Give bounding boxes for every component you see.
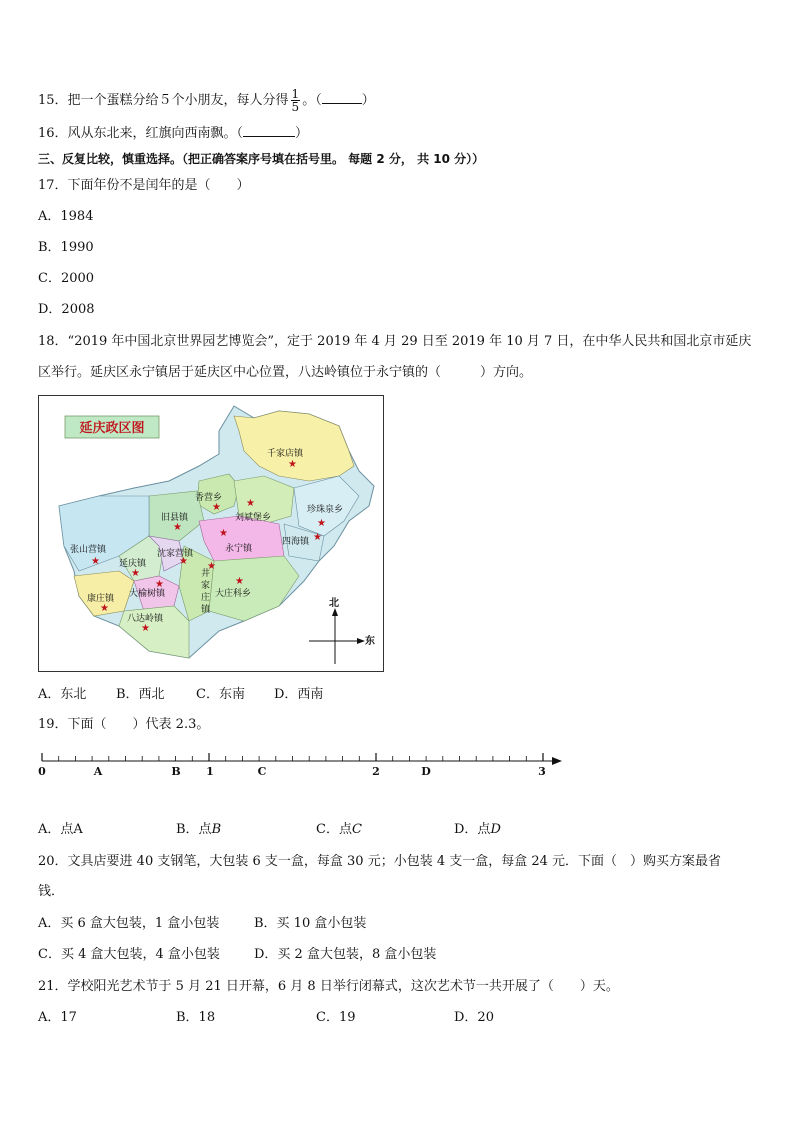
place-label-zhen: 镇 [201, 605, 211, 615]
place-label-jing: 井 [201, 569, 211, 579]
q20-options-row1 [38, 915, 366, 933]
q20-option-d[interactable]: D．买 2 盒大包装，8 盒小包装 [254, 947, 437, 962]
map-svg [39, 396, 383, 671]
q19-option-d-point: D [490, 822, 501, 837]
star-icon: ★ [91, 556, 100, 567]
q19-option-c-point: C [351, 822, 362, 837]
number-line-ticks [42, 753, 543, 761]
compass-east-label: 东 [365, 636, 375, 647]
star-icon: ★ [317, 518, 326, 529]
star-icon: ★ [141, 623, 150, 634]
star-icon: ★ [235, 576, 244, 587]
q16-text: 16．风从东北来，红旗向西南飘。（ [38, 126, 244, 141]
q20-stem-line2: 钱． [38, 884, 65, 899]
star-icon: ★ [131, 568, 140, 579]
q21-option-c[interactable]: C．19 [316, 1010, 356, 1025]
q21-option-d[interactable]: D．20 [454, 1010, 494, 1025]
q21-stem: 21．学校阳光艺术节于 5 月 21 日开幕，6 月 8 日举行闭幕式，这次艺术节一共开展了（ ）天。 [38, 979, 619, 994]
yanqing-district-map [38, 395, 384, 672]
q19-stem: 19．下面（ ）代表 2.3。 [38, 717, 210, 732]
star-icon: ★ [219, 528, 228, 539]
q19-option-b[interactable] [176, 821, 316, 839]
q19-options [38, 821, 501, 839]
numline-label-1: 1 [206, 765, 214, 778]
q18-stem-line1: 18．“2019 年中国北京世界园艺博览会”，定于 2019 年 4 月 29 日至 2019 年 10 月 7 日，在中华人民共和国北京市延庆 [38, 334, 752, 349]
q16-answer-blank[interactable] [243, 124, 295, 137]
q17-option-d[interactable]: D．2008 [38, 302, 95, 317]
star-icon: ★ [207, 561, 216, 572]
q18-option-d[interactable]: D．西南 [274, 687, 324, 702]
q19-option-b-prefix: B．点 [176, 822, 212, 837]
fraction-numerator: 1 [291, 87, 300, 101]
star-icon: ★ [100, 603, 109, 614]
compass-icon [309, 597, 375, 664]
numline-label-2: 2 [372, 765, 380, 778]
q18-option-b[interactable]: B．西北 [116, 687, 165, 702]
q15-text: 15．把一个蛋糕分给５个小朋友，每人分得 [38, 93, 289, 108]
q18-option-c[interactable]: C．东南 [196, 687, 245, 702]
q19-option-d[interactable] [454, 821, 501, 839]
q17-option-b[interactable]: B．1990 [38, 240, 94, 255]
number-line-svg [36, 744, 566, 778]
q19-option-c[interactable] [316, 821, 454, 839]
star-icon: ★ [179, 556, 188, 567]
place-label-jiuxian: 旧县镇 [161, 513, 189, 523]
q19-option-c-prefix: C．点 [316, 822, 352, 837]
star-icon: ★ [313, 532, 322, 543]
place-label-xiangying: 香营乡 [195, 493, 223, 503]
numline-label-3: 3 [538, 765, 546, 778]
q20-option-c[interactable]: C．买 4 盒大包装，4 盒小包装 [38, 947, 220, 962]
section-3-heading: 三、反复比较，慎重选择。（把正确答案序号填在括号里。 每题 2 分， 共 10 分）） [38, 152, 485, 166]
star-icon: ★ [173, 522, 182, 533]
q18-option-a[interactable]: A．东北 [38, 687, 87, 702]
place-label-jia: 家 [201, 581, 211, 591]
q21-option-a[interactable]: A．17 [38, 1010, 77, 1025]
fraction-one-fifth [291, 88, 301, 113]
q17-option-c[interactable]: C．2000 [38, 271, 95, 286]
q19-option-b-point: B [211, 822, 222, 837]
q20-stem-line1: 20．文具店要进 40 支钢笔，大包装 6 支一盒，每盒 30 元；小包装 4 支一盒，每盒 24 元．下面（ ）购买方案最省 [38, 854, 722, 869]
star-icon: ★ [155, 579, 164, 590]
q19-option-a-prefix: A．点 [38, 822, 74, 837]
q20-options-row2 [38, 946, 436, 964]
star-icon: ★ [288, 459, 297, 470]
place-label-yongning: 永宁镇 [225, 544, 253, 554]
q18-options [38, 686, 323, 704]
q15-text-after: 。（ [302, 93, 322, 108]
number-line [36, 744, 566, 782]
numline-label-a: A [93, 765, 103, 778]
fraction-denominator: 5 [291, 100, 300, 114]
place-label-dazhuangke: 大庄科乡 [215, 589, 252, 599]
star-icon: ★ [246, 498, 255, 509]
q21-options [38, 1009, 494, 1027]
q17-stem: 17．下面年份不是闰年的是（ ） [38, 178, 250, 193]
place-label-sihai: 四海镇 [282, 537, 310, 547]
question-16 [38, 124, 308, 143]
map-title: 延庆政区图 [79, 421, 145, 436]
place-label-dayushu: 大榆树镇 [129, 589, 166, 599]
place-label-liubinbao: 刘斌堡乡 [235, 513, 272, 523]
place-label-yanqing: 延庆镇 [119, 559, 147, 569]
q19-option-d-prefix: D．点 [454, 822, 491, 837]
place-label-qianjiadian: 千家店镇 [267, 449, 304, 459]
q20-option-b[interactable]: B．买 10 盒小包装 [254, 916, 367, 931]
number-line-arrow-icon [552, 757, 562, 765]
q19-option-a[interactable] [38, 821, 176, 839]
q18-stem-line2: 区举行。延庆区永宁镇居于延庆区中心位置，八达岭镇位于永宁镇的（ ）方向。 [38, 365, 533, 380]
star-icon: ★ [212, 502, 221, 513]
q19-option-a-point: A [73, 822, 83, 837]
place-label-zhenzhuquan: 珍珠泉乡 [307, 505, 344, 515]
numline-label-0: 0 [38, 765, 46, 778]
compass-north-label: 北 [329, 598, 339, 609]
question-15 [38, 88, 375, 113]
place-label-zhuang: 庄 [201, 593, 211, 603]
q20-option-a[interactable]: A．买 6 盒大包装，1 盒小包装 [38, 916, 220, 931]
place-label-shenjiaying: 沈家营镇 [157, 549, 194, 559]
place-label-zhangshanying: 张山营镇 [70, 545, 107, 555]
q15-answer-blank[interactable] [322, 91, 362, 104]
q16-close: ） [295, 126, 309, 141]
place-label-badaling: 八达岭镇 [127, 614, 164, 624]
place-label-kangzhuang: 康庄镇 [87, 594, 115, 604]
numline-label-b: B [171, 765, 181, 778]
q21-option-b[interactable]: B．18 [176, 1010, 216, 1025]
numline-label-c: C [257, 765, 267, 778]
q15-close: ） [361, 93, 375, 108]
q17-option-a[interactable]: A．1984 [38, 209, 94, 224]
numline-label-d: D [421, 765, 431, 778]
